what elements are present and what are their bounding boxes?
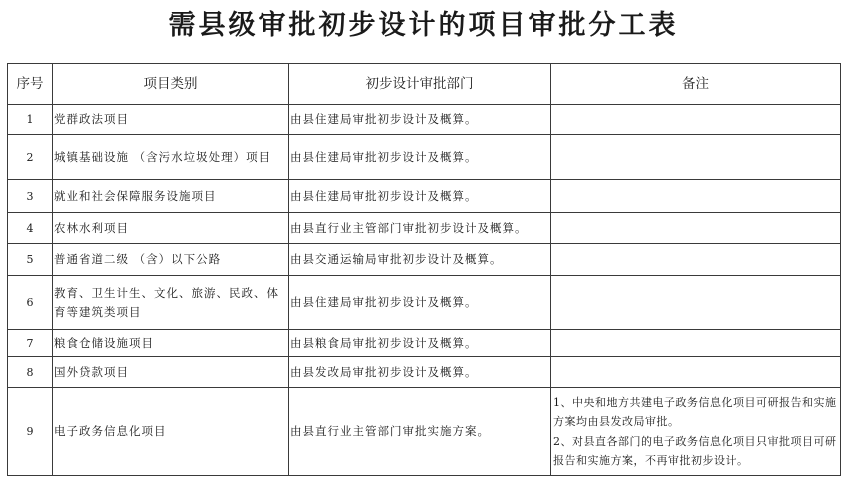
row-remarks	[551, 330, 841, 357]
row-department: 由县住建局审批初步设计及概算。	[289, 180, 551, 213]
row-remarks	[551, 213, 841, 244]
row-no: 2	[8, 135, 53, 180]
table-row	[8, 180, 841, 213]
row-category: 农林水利项目	[53, 213, 289, 244]
table-row	[8, 357, 841, 388]
row-department: 由县直行业主管部门审批初步设计及概算。	[289, 213, 551, 244]
header-category: 项目类别	[53, 64, 289, 105]
row-remarks	[551, 357, 841, 388]
header-remarks: 备注	[551, 64, 841, 105]
row-remarks	[551, 105, 841, 135]
row-remarks	[551, 180, 841, 213]
row-remarks: 1、中央和地方共建电子政务信息化项目可研报告和实施方案均由县发改局审批。 2、对县直各部门的电子政务信息化项目只审批项目可研报告和实施方案，不再审批初步设计。	[551, 388, 841, 476]
row-department: 由县住建局审批初步设计及概算。	[289, 276, 551, 330]
row-category: 普通省道二级 （含）以下公路	[53, 244, 289, 276]
row-no: 9	[8, 388, 53, 476]
approval-table	[7, 63, 841, 476]
table-row	[8, 330, 841, 357]
row-category: 城镇基础设施 （含污水垃圾处理）项目	[53, 135, 289, 180]
row-remarks	[551, 276, 841, 330]
row-no: 6	[8, 276, 53, 330]
table-row	[8, 135, 841, 180]
row-no: 3	[8, 180, 53, 213]
row-no: 4	[8, 213, 53, 244]
row-no: 5	[8, 244, 53, 276]
table-row	[8, 244, 841, 276]
row-department: 由县直行业主管部门审批实施方案。	[289, 388, 551, 476]
row-category: 粮食仓储设施项目	[53, 330, 289, 357]
row-department: 由县粮食局审批初步设计及概算。	[289, 330, 551, 357]
row-remarks	[551, 244, 841, 276]
table-row	[8, 213, 841, 244]
row-category: 国外贷款项目	[53, 357, 289, 388]
row-category: 教育、卫生计生、文化、旅游、民政、体育等建筑类项目	[53, 276, 289, 330]
table-row	[8, 276, 841, 330]
row-department: 由县住建局审批初步设计及概算。	[289, 105, 551, 135]
row-no: 1	[8, 105, 53, 135]
row-department: 由县发改局审批初步设计及概算。	[289, 357, 551, 388]
row-category: 电子政务信息化项目	[53, 388, 289, 476]
row-department: 由县住建局审批初步设计及概算。	[289, 135, 551, 180]
row-no: 7	[8, 330, 53, 357]
row-no: 8	[8, 357, 53, 388]
row-department: 由县交通运输局审批初步设计及概算。	[289, 244, 551, 276]
header-department: 初步设计审批部门	[289, 64, 551, 105]
header-no: 序号	[8, 64, 53, 105]
header-row	[8, 64, 841, 105]
table-row	[8, 388, 841, 476]
row-category: 党群政法项目	[53, 105, 289, 135]
row-remarks	[551, 135, 841, 180]
row-category: 就业和社会保障服务设施项目	[53, 180, 289, 213]
page-title: 需县级审批初步设计的项目审批分工表	[168, 10, 679, 41]
table-row	[8, 105, 841, 135]
